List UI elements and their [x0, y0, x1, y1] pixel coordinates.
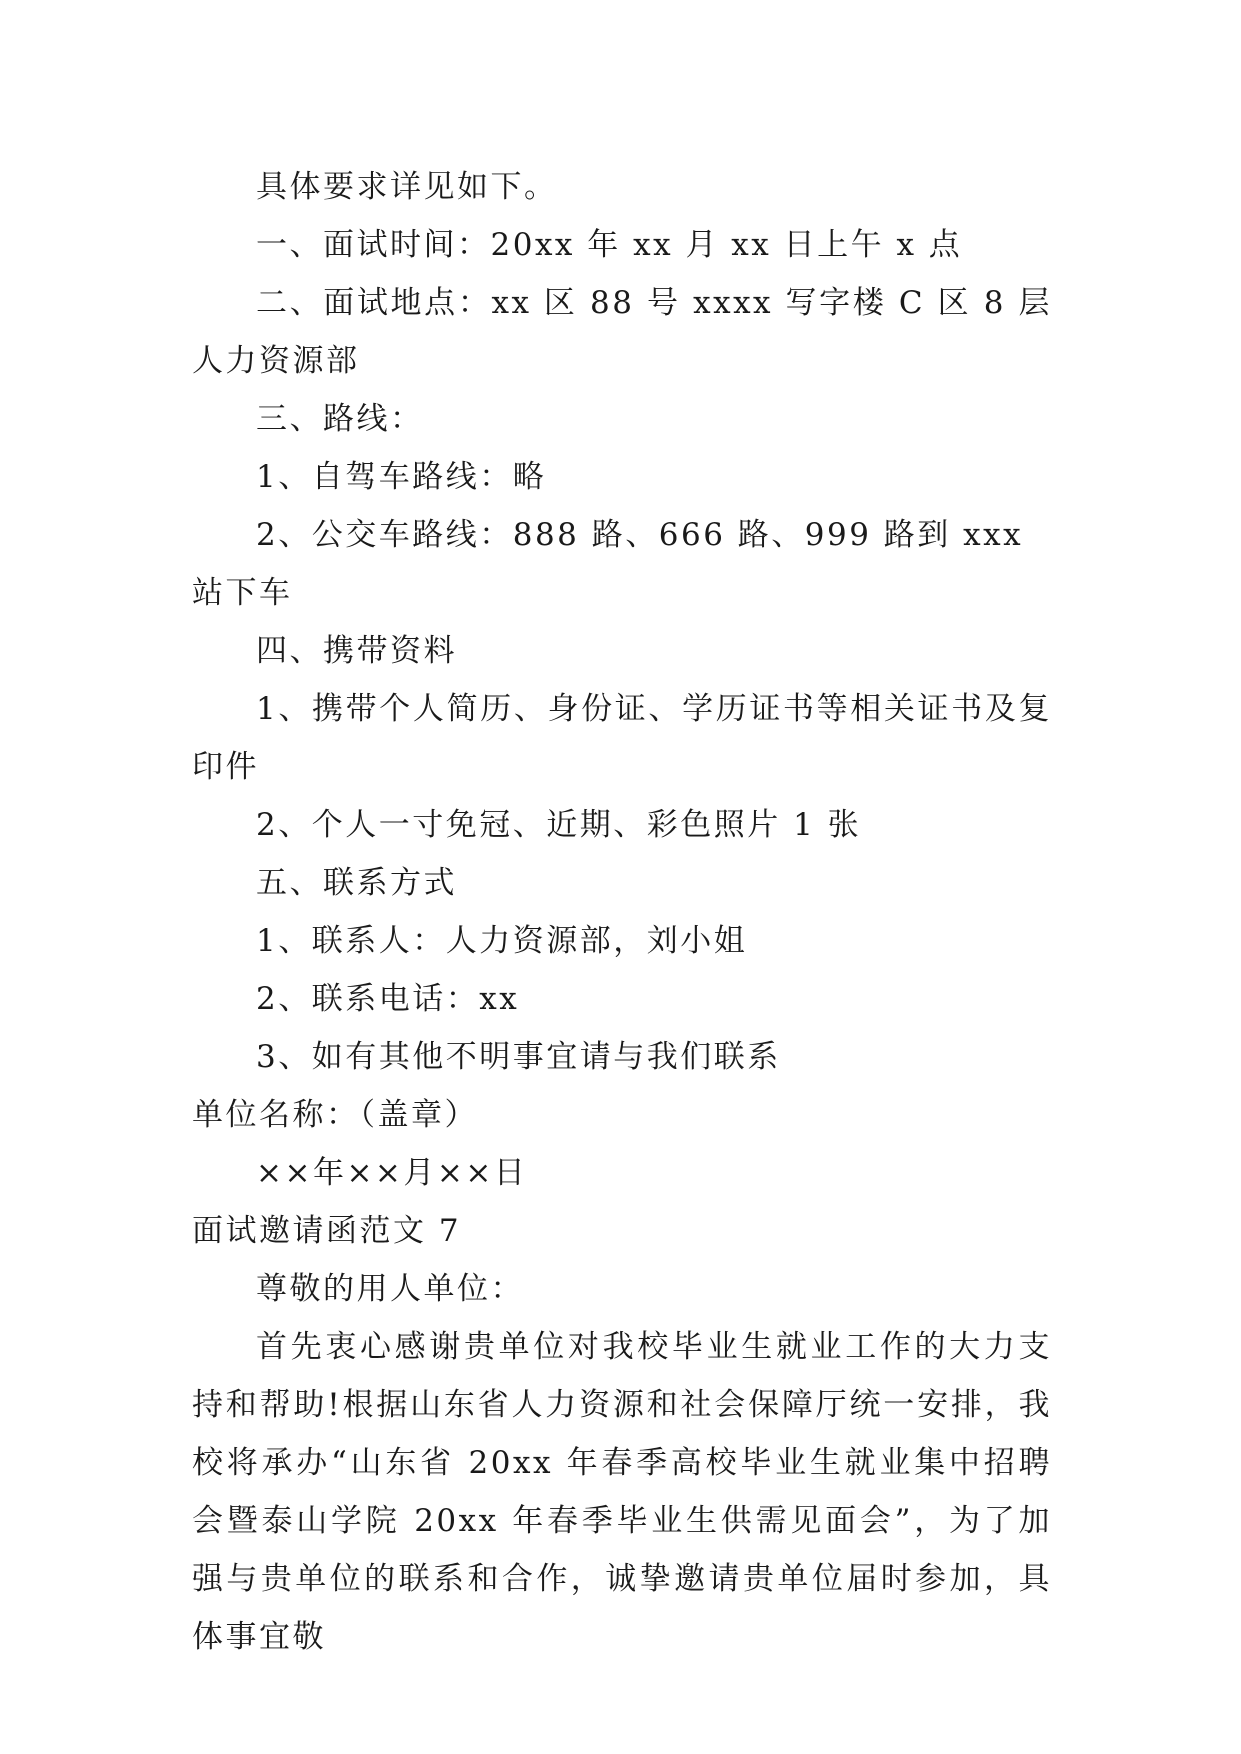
section-title: 面试邀请函范文 7 [192, 1213, 462, 1249]
paragraph-requirements-intro: 具体要求详见如下。 [256, 169, 558, 205]
paragraph-contact-heading: 五、联系方式 [256, 865, 457, 901]
paragraph-interview-location: 二、面试地点：xx 区 88 号 xxxx 写字楼 C 区 8 层人力资源部 [192, 285, 1052, 379]
paragraph-date: ××年××月××日 [256, 1155, 528, 1191]
paragraph-route-bus: 2、公交车路线：888 路、666 路、999 路到 xxx 站下车 [192, 517, 1024, 611]
paragraph-contact-other: 3、如有其他不明事宜请与我们联系 [256, 1039, 781, 1075]
paragraph-interview-time: 一、面试时间：20xx 年 xx 月 xx 日上午 x 点 [256, 227, 963, 263]
paragraph-organization-name: 单位名称：（盖章） [192, 1097, 478, 1133]
paragraph-route-heading: 三、路线： [256, 401, 424, 437]
document-body [192, 158, 1052, 1666]
paragraph-route-driving: 1、自驾车路线：略 [256, 459, 547, 495]
paragraph-contact-person: 1、联系人：人力资源部，刘小姐 [256, 923, 748, 959]
paragraph-salutation: 尊敬的用人单位： [256, 1271, 524, 1307]
paragraph-materials-documents: 1、携带个人简历、身份证、学历证书等相关证书及复印件 [192, 691, 1052, 785]
paragraph-contact-phone: 2、联系电话：xx [256, 981, 520, 1017]
paragraph-materials-photo: 2、个人一寸免冠、近期、彩色照片 1 张 [256, 807, 862, 843]
paragraph-materials-heading: 四、携带资料 [256, 633, 457, 669]
paragraph-invitation-body: 首先衷心感谢贵单位对我校毕业生就业工作的大力支持和帮助!根据山东省人力资源和社会保障厅统一安排，我校将承办“山东省 20xx 年春季高校毕业生就业集中招聘会暨泰山学院 20xx 年春季毕业生供需见面会”，为了加强与贵单位的联系和合作，诚挚邀请贵单位届时参加，具体事宜敬 [192, 1329, 1052, 1655]
